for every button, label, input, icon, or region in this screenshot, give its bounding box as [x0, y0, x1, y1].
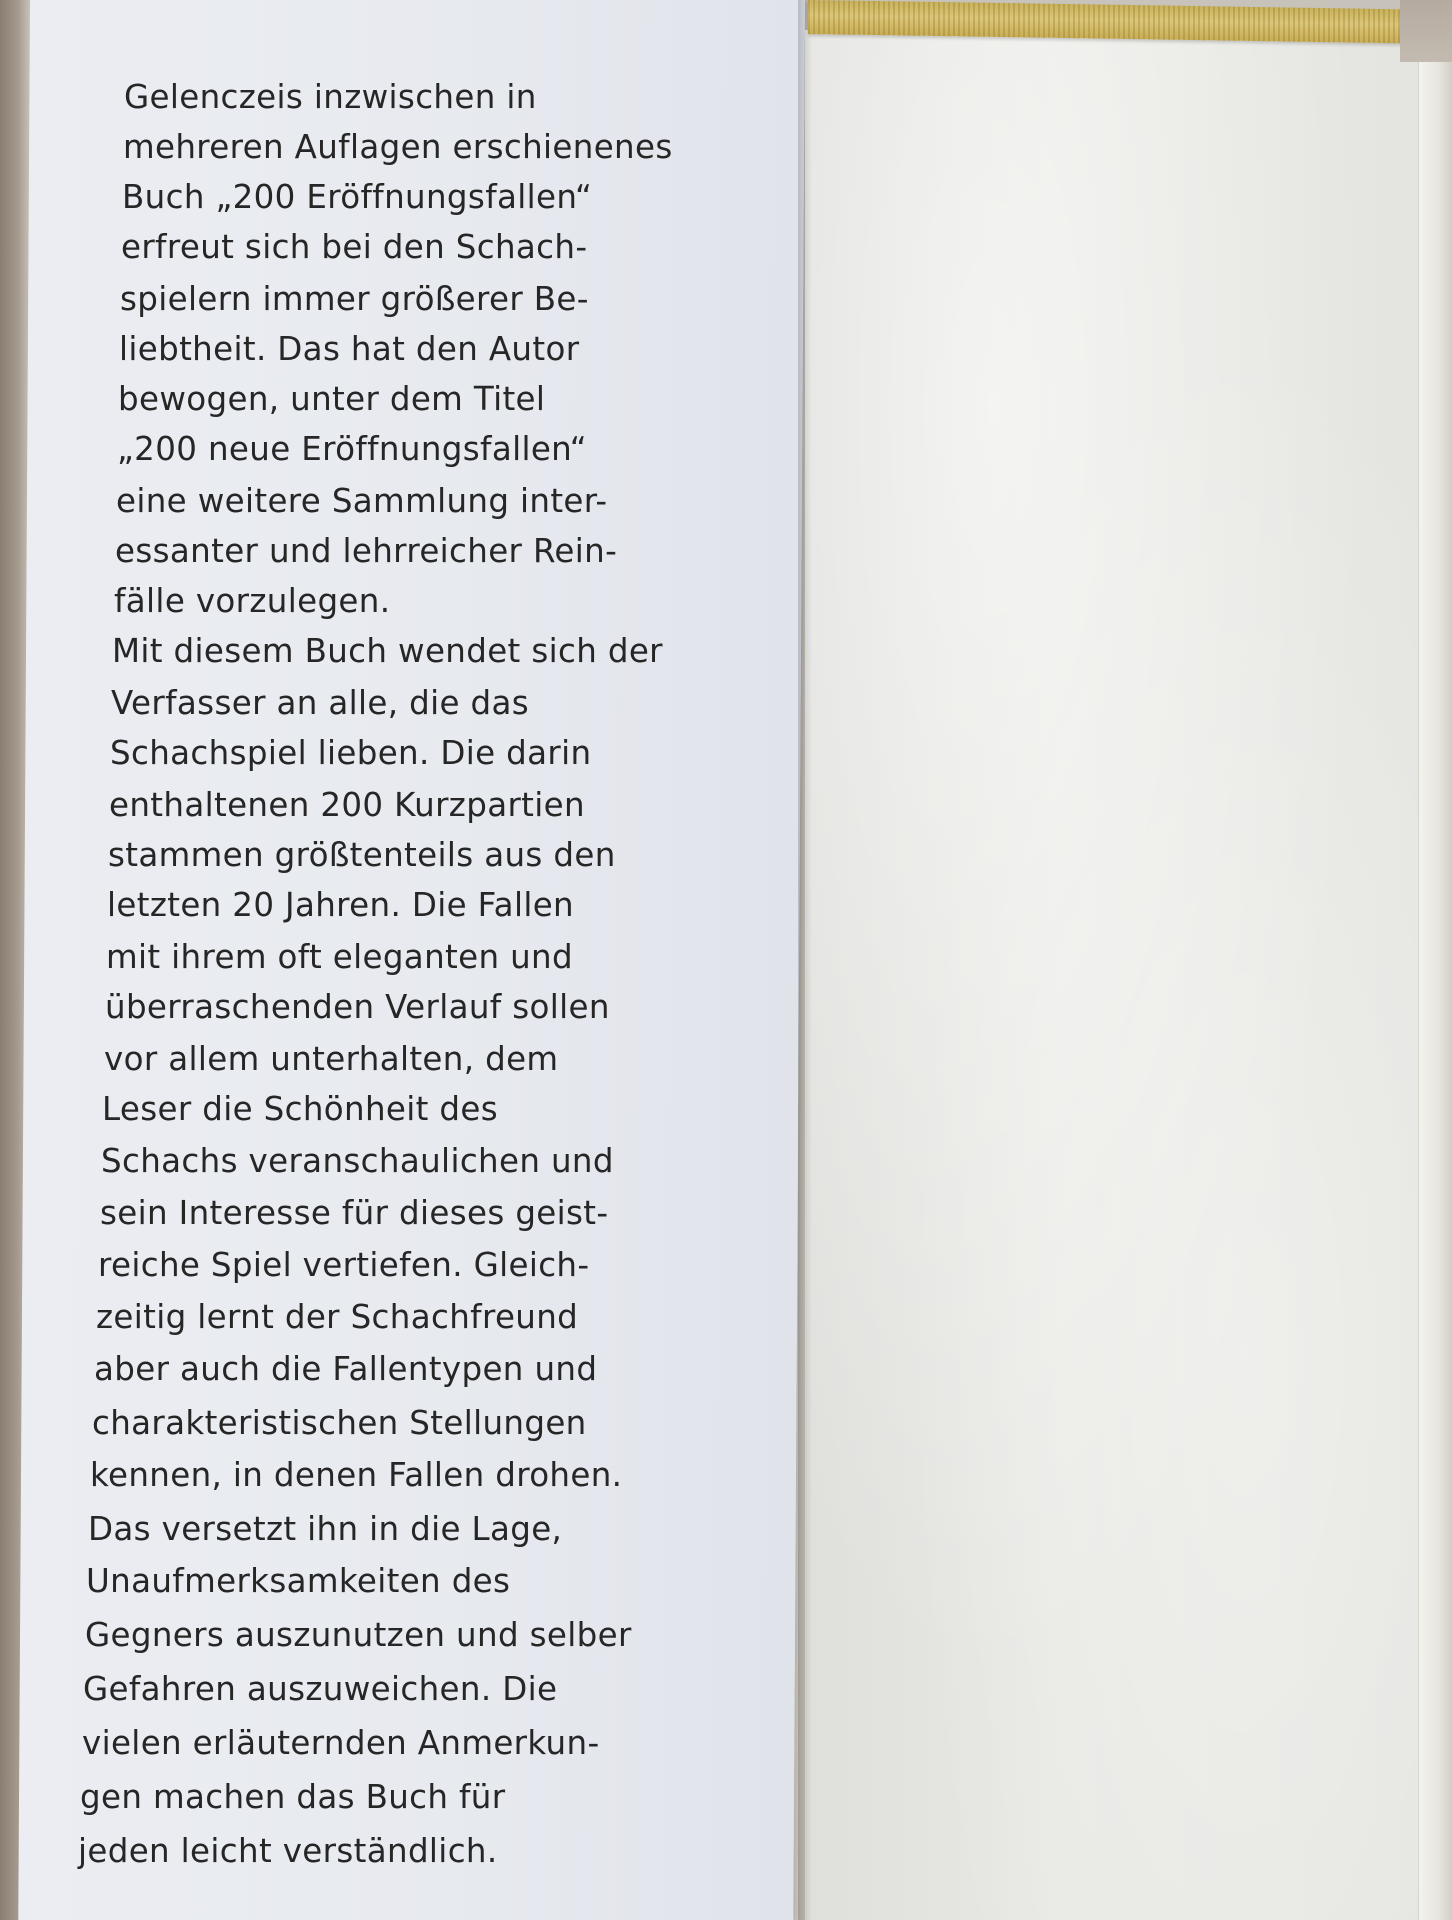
blurb-line: Mit diesem Buch wendet sich der — [112, 632, 663, 670]
blurb-line: stammen größtenteils aus den — [108, 836, 616, 874]
blurb-line: „200 neue Eröffnungsfallen“ — [117, 430, 587, 468]
blurb-line: aber auch die Fallentypen und — [94, 1350, 598, 1388]
blurb-line: sein Interesse für dieses geist- — [100, 1194, 609, 1232]
blurb-line: Schachs veranschaulichen und — [101, 1142, 614, 1180]
blurb-line: gen machen das Buch für — [80, 1778, 506, 1816]
blurb-line: bewogen, unter dem Titel — [118, 380, 546, 418]
blurb-line: letzten 20 Jahren. Die Fallen — [107, 886, 574, 924]
blurb-line: charakteristischen Stellungen — [92, 1404, 587, 1442]
blurb-line: fälle vorzulegen. — [114, 582, 391, 620]
page-edge — [1418, 60, 1452, 1920]
blurb-line: kennen, in denen Fallen drohen. — [90, 1456, 623, 1494]
blurb-line: Unaufmerksamkeiten des — [86, 1562, 511, 1600]
blurb-line: zeitig lernt der Schachfreund — [96, 1298, 579, 1336]
blurb-line: reiche Spiel vertiefen. Gleich- — [98, 1246, 590, 1284]
blurb-line: mehreren Auflagen erschienenes — [123, 128, 673, 166]
blurb-line: Das versetzt ihn in die Lage, — [88, 1510, 563, 1548]
endpaper — [805, 30, 1435, 1920]
blurb-line: überraschenden Verlauf sollen — [105, 988, 610, 1026]
blurb-line: Leser die Schönheit des — [102, 1090, 499, 1128]
blurb-line: liebtheit. Das hat den Autor — [119, 330, 580, 368]
blurb-line: Schachspiel lieben. Die darin — [110, 734, 592, 772]
cover-board-corner — [1400, 0, 1452, 62]
blurb-line: enthaltenen 200 Kurzpartien — [109, 786, 585, 824]
blurb-line: Verfasser an alle, die das — [111, 684, 530, 722]
blurb-line: mit ihrem oft eleganten und — [106, 938, 573, 976]
blurb-line: vor allem unterhalten, dem — [104, 1040, 559, 1078]
blurb-line: jeden leicht verständlich. — [78, 1832, 498, 1870]
blurb-line: vielen erläuternden Anmerkun- — [82, 1724, 600, 1762]
blurb-line: erfreut sich bei den Schach- — [121, 228, 588, 266]
blurb-line: Gegners auszunutzen und selber — [85, 1616, 632, 1654]
blurb-line: essanter und lehrreicher Rein- — [115, 532, 618, 570]
blurb-line: eine weitere Sammlung inter- — [116, 482, 608, 520]
blurb-line: Buch „200 Eröffnungsfallen“ — [122, 178, 593, 216]
blurb-line: Gefahren auszuweichen. Die — [83, 1670, 558, 1708]
blurb-line: Gelenczeis inzwischen in — [124, 78, 537, 116]
blurb-line: spielern immer größerer Be- — [120, 280, 589, 318]
